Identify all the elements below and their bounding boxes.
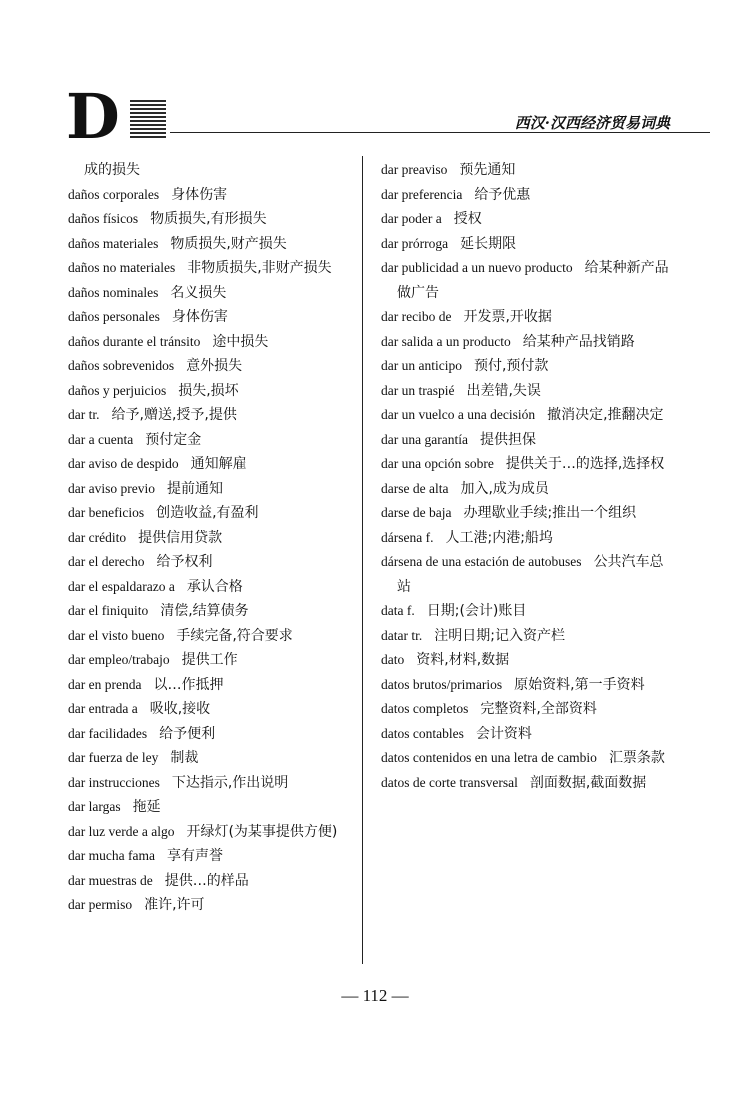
translation: 人工港;内港;船坞 [445, 529, 553, 546]
headword: dar empleo/trabajo [68, 652, 170, 667]
dictionary-entry [68, 820, 360, 845]
translation: 准许,许可 [144, 897, 205, 913]
page-number: — 112 — [341, 986, 409, 1005]
translation: 提供工作 [181, 652, 238, 668]
headword: dar un anticipo [381, 358, 462, 373]
dictionary-entry [381, 771, 673, 796]
headword: dar facilidades [68, 725, 148, 741]
translation: 享有声誉 [166, 848, 223, 864]
dictionary-entry [68, 330, 360, 355]
dictionary-entry [68, 844, 360, 869]
headword: dar una garantía [381, 431, 468, 447]
headword: dar en prenda [68, 676, 142, 692]
translation: 会计资料 [475, 725, 532, 742]
dictionary-entry [68, 624, 360, 649]
headword: dar publicidad a un nuevo producto [381, 260, 573, 275]
dictionary-entry [68, 722, 360, 747]
translation: 途中损失 [212, 333, 269, 350]
headword: daños y perjuicios [68, 382, 167, 398]
translation: 成的损失 [84, 162, 140, 178]
headword: dar crédito [68, 529, 127, 545]
headword: dar el espaldarazo a [68, 578, 175, 594]
dictionary-entry [68, 256, 360, 281]
dictionary-entry [68, 305, 360, 330]
running-title: 西汉·汉西经济贸易词典 [514, 114, 670, 132]
headword: daños durante el tránsito [68, 333, 201, 349]
headword: dar luz verde a algo [68, 823, 175, 839]
translation: 预付定金 [145, 431, 202, 448]
dictionary-entry [68, 893, 360, 918]
translation: 给某种产品找销路 [522, 333, 635, 350]
translation: 创造收益,有盈利 [156, 505, 259, 521]
dictionary-entry [68, 501, 360, 526]
translation: 预付,预付款 [473, 358, 549, 374]
headword: dar aviso de despido [68, 456, 179, 471]
dictionary-entry [381, 354, 673, 379]
translation: 以…作抵押 [153, 676, 224, 693]
dictionary-entry [381, 379, 673, 404]
dictionary-entry [381, 232, 673, 257]
headword: dar salida a un producto [381, 333, 511, 349]
headword: dar aviso previo [68, 480, 155, 496]
translation: 非物质损失,非财产损失 [187, 260, 332, 276]
dictionary-entry [68, 158, 360, 183]
dictionary-entry [68, 232, 360, 257]
translation: 身体伤害 [171, 186, 228, 203]
headword: datos contables [381, 725, 464, 741]
translation: 名义损失 [170, 284, 227, 301]
translation: 出差错,失误 [466, 382, 541, 399]
dictionary-entry [381, 403, 673, 428]
headword: dar a cuenta [68, 431, 134, 447]
translation: 完整资料,全部资料 [480, 701, 597, 717]
translation: 承认合格 [186, 578, 243, 595]
left-column [68, 158, 360, 918]
translation: 身体伤害 [171, 309, 228, 325]
headword: daños nominales [68, 284, 159, 300]
dictionary-entry [68, 379, 360, 404]
headword: data f. [381, 603, 415, 618]
translation: 吸收,接收 [149, 701, 211, 717]
dictionary-entry [381, 722, 673, 747]
headword: dar recibo de [381, 309, 452, 324]
translation: 预先通知 [459, 162, 516, 178]
translation: 资料,材料,数据 [416, 652, 510, 668]
translation: 加入,成为成员 [460, 480, 549, 497]
translation: 给某种新产品做广告 [397, 260, 669, 301]
dictionary-entry [68, 771, 360, 796]
translation: 办理歇业手续;推出一个组织 [463, 505, 637, 521]
headword: dar preaviso [381, 162, 448, 177]
headword: dar preferencia [381, 186, 463, 202]
headword: darse de baja [381, 505, 452, 520]
translation: 通知解雇 [190, 456, 247, 472]
headword: dar fuerza de ley [68, 750, 159, 765]
right-column [381, 158, 673, 795]
translation: 损失,损坏 [178, 382, 239, 399]
translation: 下达指示,作出说明 [171, 774, 289, 791]
dictionary-entry [68, 403, 360, 428]
dictionary-entry [381, 746, 673, 771]
headword: dársena de una estación de autobuses [381, 554, 582, 569]
dictionary-entry [381, 648, 673, 673]
headword: datos contenidos en una letra de cambio [381, 750, 597, 765]
headword: dar el derecho [68, 554, 145, 569]
translation: 给予优惠 [474, 186, 531, 203]
dictionary-entry [381, 501, 673, 526]
dictionary-entry [68, 526, 360, 551]
dictionary-entry [381, 428, 673, 453]
headword: dar un traspié [381, 382, 455, 398]
translation: 给予,赠送,授予,提供 [111, 407, 237, 423]
headword: datos de corte transversal [381, 774, 518, 790]
dictionary-entry [68, 183, 360, 208]
dictionary-entry [381, 158, 673, 183]
translation: 提供担保 [479, 431, 536, 448]
translation: 延长期限 [460, 235, 517, 252]
dictionary-entry [381, 477, 673, 502]
dictionary-entry [381, 305, 673, 330]
dictionary-entry [68, 550, 360, 575]
dictionary-entry [381, 550, 673, 599]
dictionary-entry [68, 697, 360, 722]
dictionary-entry [68, 869, 360, 894]
dictionary-entry [381, 256, 673, 305]
section-letter: D [66, 80, 120, 153]
translation: 手续完备,符合要求 [176, 627, 293, 644]
translation: 提供关于…的选择,选择权 [505, 456, 665, 472]
dictionary-entry [68, 795, 360, 820]
headword: dar el visto bueno [68, 627, 165, 643]
dictionary-entry [68, 207, 360, 232]
headword: daños físicos [68, 211, 139, 226]
dictionary-entry [381, 697, 673, 722]
headword: daños personales [68, 309, 160, 324]
translation: 物质损失,财产损失 [170, 235, 287, 252]
translation: 提前通知 [166, 480, 223, 497]
headword: dar mucha fama [68, 848, 155, 863]
dictionary-entry [381, 183, 673, 208]
translation: 给予便利 [159, 725, 216, 742]
page-header [60, 80, 670, 153]
headword: dar el finiquito [68, 603, 149, 618]
dictionary-entry [68, 575, 360, 600]
headword: dar poder a [381, 211, 442, 226]
translation: 提供信用贷款 [138, 529, 223, 546]
headword: dar prórroga [381, 235, 449, 251]
translation: 原始资料,第一手资料 [514, 676, 645, 693]
headword: darse de alta [381, 480, 449, 496]
headword: daños sobrevenidos [68, 358, 175, 373]
headword: dar una opción sobre [381, 456, 494, 471]
translation: 拖延 [132, 799, 161, 815]
dictionary-entry [68, 452, 360, 477]
headword: dársena f. [381, 529, 434, 545]
dictionary-entry [381, 673, 673, 698]
headword: dato [381, 652, 405, 667]
translation: 物质损失,有形损失 [150, 211, 267, 227]
headword: dar un vuelco a una decisión [381, 407, 536, 422]
translation: 制裁 [170, 750, 199, 766]
translation: 给予权利 [156, 554, 213, 570]
headword: dar tr. [68, 407, 100, 422]
dictionary-entry [68, 648, 360, 673]
headword: daños materiales [68, 235, 159, 251]
dictionary-entry [381, 330, 673, 355]
headword: datos completos [381, 701, 469, 716]
letter-stripes-decoration [130, 100, 166, 138]
dictionary-entry [381, 624, 673, 649]
headword: dar muestras de [68, 872, 153, 888]
headword: daños corporales [68, 186, 160, 202]
translation: 清偿,结算债务 [160, 603, 249, 619]
translation: 注明日期;记入资产栏 [434, 627, 565, 644]
translation: 意外损失 [186, 358, 243, 374]
headword: dar permiso [68, 897, 133, 912]
dictionary-entry [381, 452, 673, 477]
dictionary-entry [68, 746, 360, 771]
translation: 公共汽车总站 [397, 554, 664, 595]
translation: 日期;(会计)账目 [426, 603, 527, 619]
dictionary-entry [68, 354, 360, 379]
dictionary-entry [68, 281, 360, 306]
dictionary-entry [68, 477, 360, 502]
headword: dar largas [68, 799, 121, 814]
translation: 撤消决定,推翻决定 [547, 407, 664, 423]
dictionary-entry [381, 207, 673, 232]
dictionary-entry [381, 599, 673, 624]
translation: 提供…的样品 [164, 872, 249, 889]
dictionary-entry [68, 599, 360, 624]
headword: dar entrada a [68, 701, 138, 716]
column-divider [362, 156, 363, 964]
translation: 剖面数据,截面数据 [529, 774, 647, 791]
dictionary-entry [381, 526, 673, 551]
headword: dar beneficios [68, 505, 145, 520]
translation: 开绿灯(为某事提供方便) [186, 823, 338, 840]
translation: 汇票条款 [608, 750, 665, 766]
headword: daños no materiales [68, 260, 176, 275]
translation: 开发票,开收据 [463, 309, 552, 325]
dictionary-entry [68, 428, 360, 453]
translation: 授权 [453, 211, 482, 227]
dictionary-entry [68, 673, 360, 698]
headword: datar tr. [381, 627, 423, 643]
headword: dar instrucciones [68, 774, 160, 790]
headword: datos brutos/primarios [381, 676, 503, 692]
